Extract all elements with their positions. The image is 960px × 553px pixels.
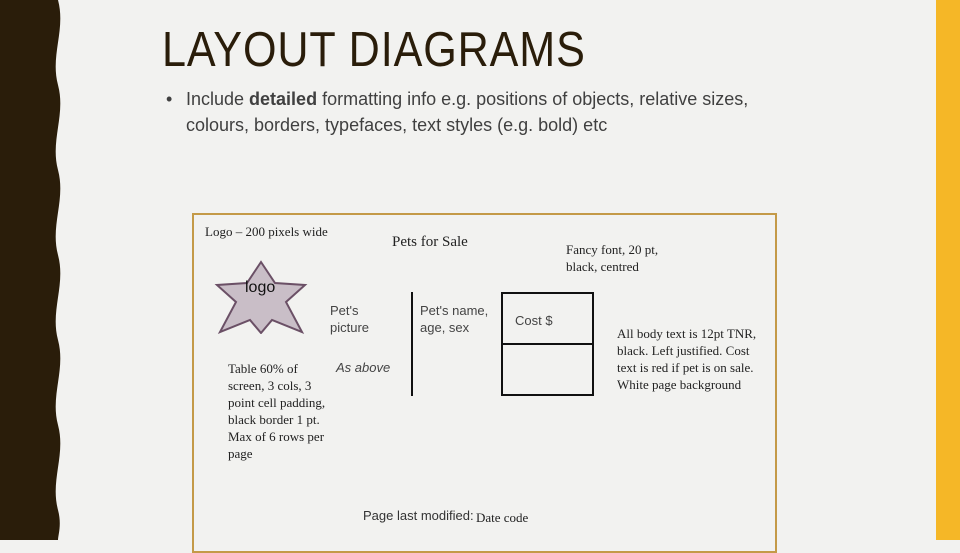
table-note: Table 60% of screen, 3 cols, 3 point cell padding, black border 1 pt. Max of 6 rows per page — [228, 361, 326, 461]
bullet-point — [166, 86, 786, 138]
table-cell-picture: Pet's picture — [330, 303, 370, 335]
site-title: Pets for Sale — [392, 234, 468, 250]
table-divider — [502, 394, 594, 396]
logo-note: Logo – 200 pixels wide — [205, 224, 328, 239]
table-divider — [502, 292, 594, 294]
logo-label: logo — [245, 279, 276, 296]
pet-table-sketch — [322, 292, 594, 396]
table-divider — [411, 292, 413, 396]
bullet-suffix: formatting info e.g. positions of objects, relative sizes, colours, borders, typefaces, text styles (e.g. bold) etc — [186, 89, 749, 135]
bullet-bold: detailed — [249, 89, 318, 109]
bullet-prefix: Include — [186, 89, 250, 109]
body-text-note: All body text is 12pt TNR, black. Left justified. Cost text is red if pet is on sale. White page background — [617, 326, 757, 392]
table-divider — [502, 343, 594, 345]
font-note: Fancy font, 20 pt, black, centred — [566, 242, 659, 274]
right-accent-bar — [936, 0, 960, 540]
slide-title: LAYOUT DIAGRAMS — [162, 23, 586, 77]
table-cell-cost: Cost $ — [515, 313, 553, 328]
bullet-text — [166, 86, 786, 138]
bullet-marker: • — [166, 89, 173, 109]
left-wave-band — [0, 0, 80, 540]
footer-date: Date code — [476, 510, 529, 525]
logo-star-icon — [214, 260, 308, 334]
table-cell-as-above: As above — [336, 360, 391, 375]
footer-label: Page last modified: — [363, 508, 474, 523]
table-cell-name: Pet's name, age, sex — [420, 303, 489, 335]
